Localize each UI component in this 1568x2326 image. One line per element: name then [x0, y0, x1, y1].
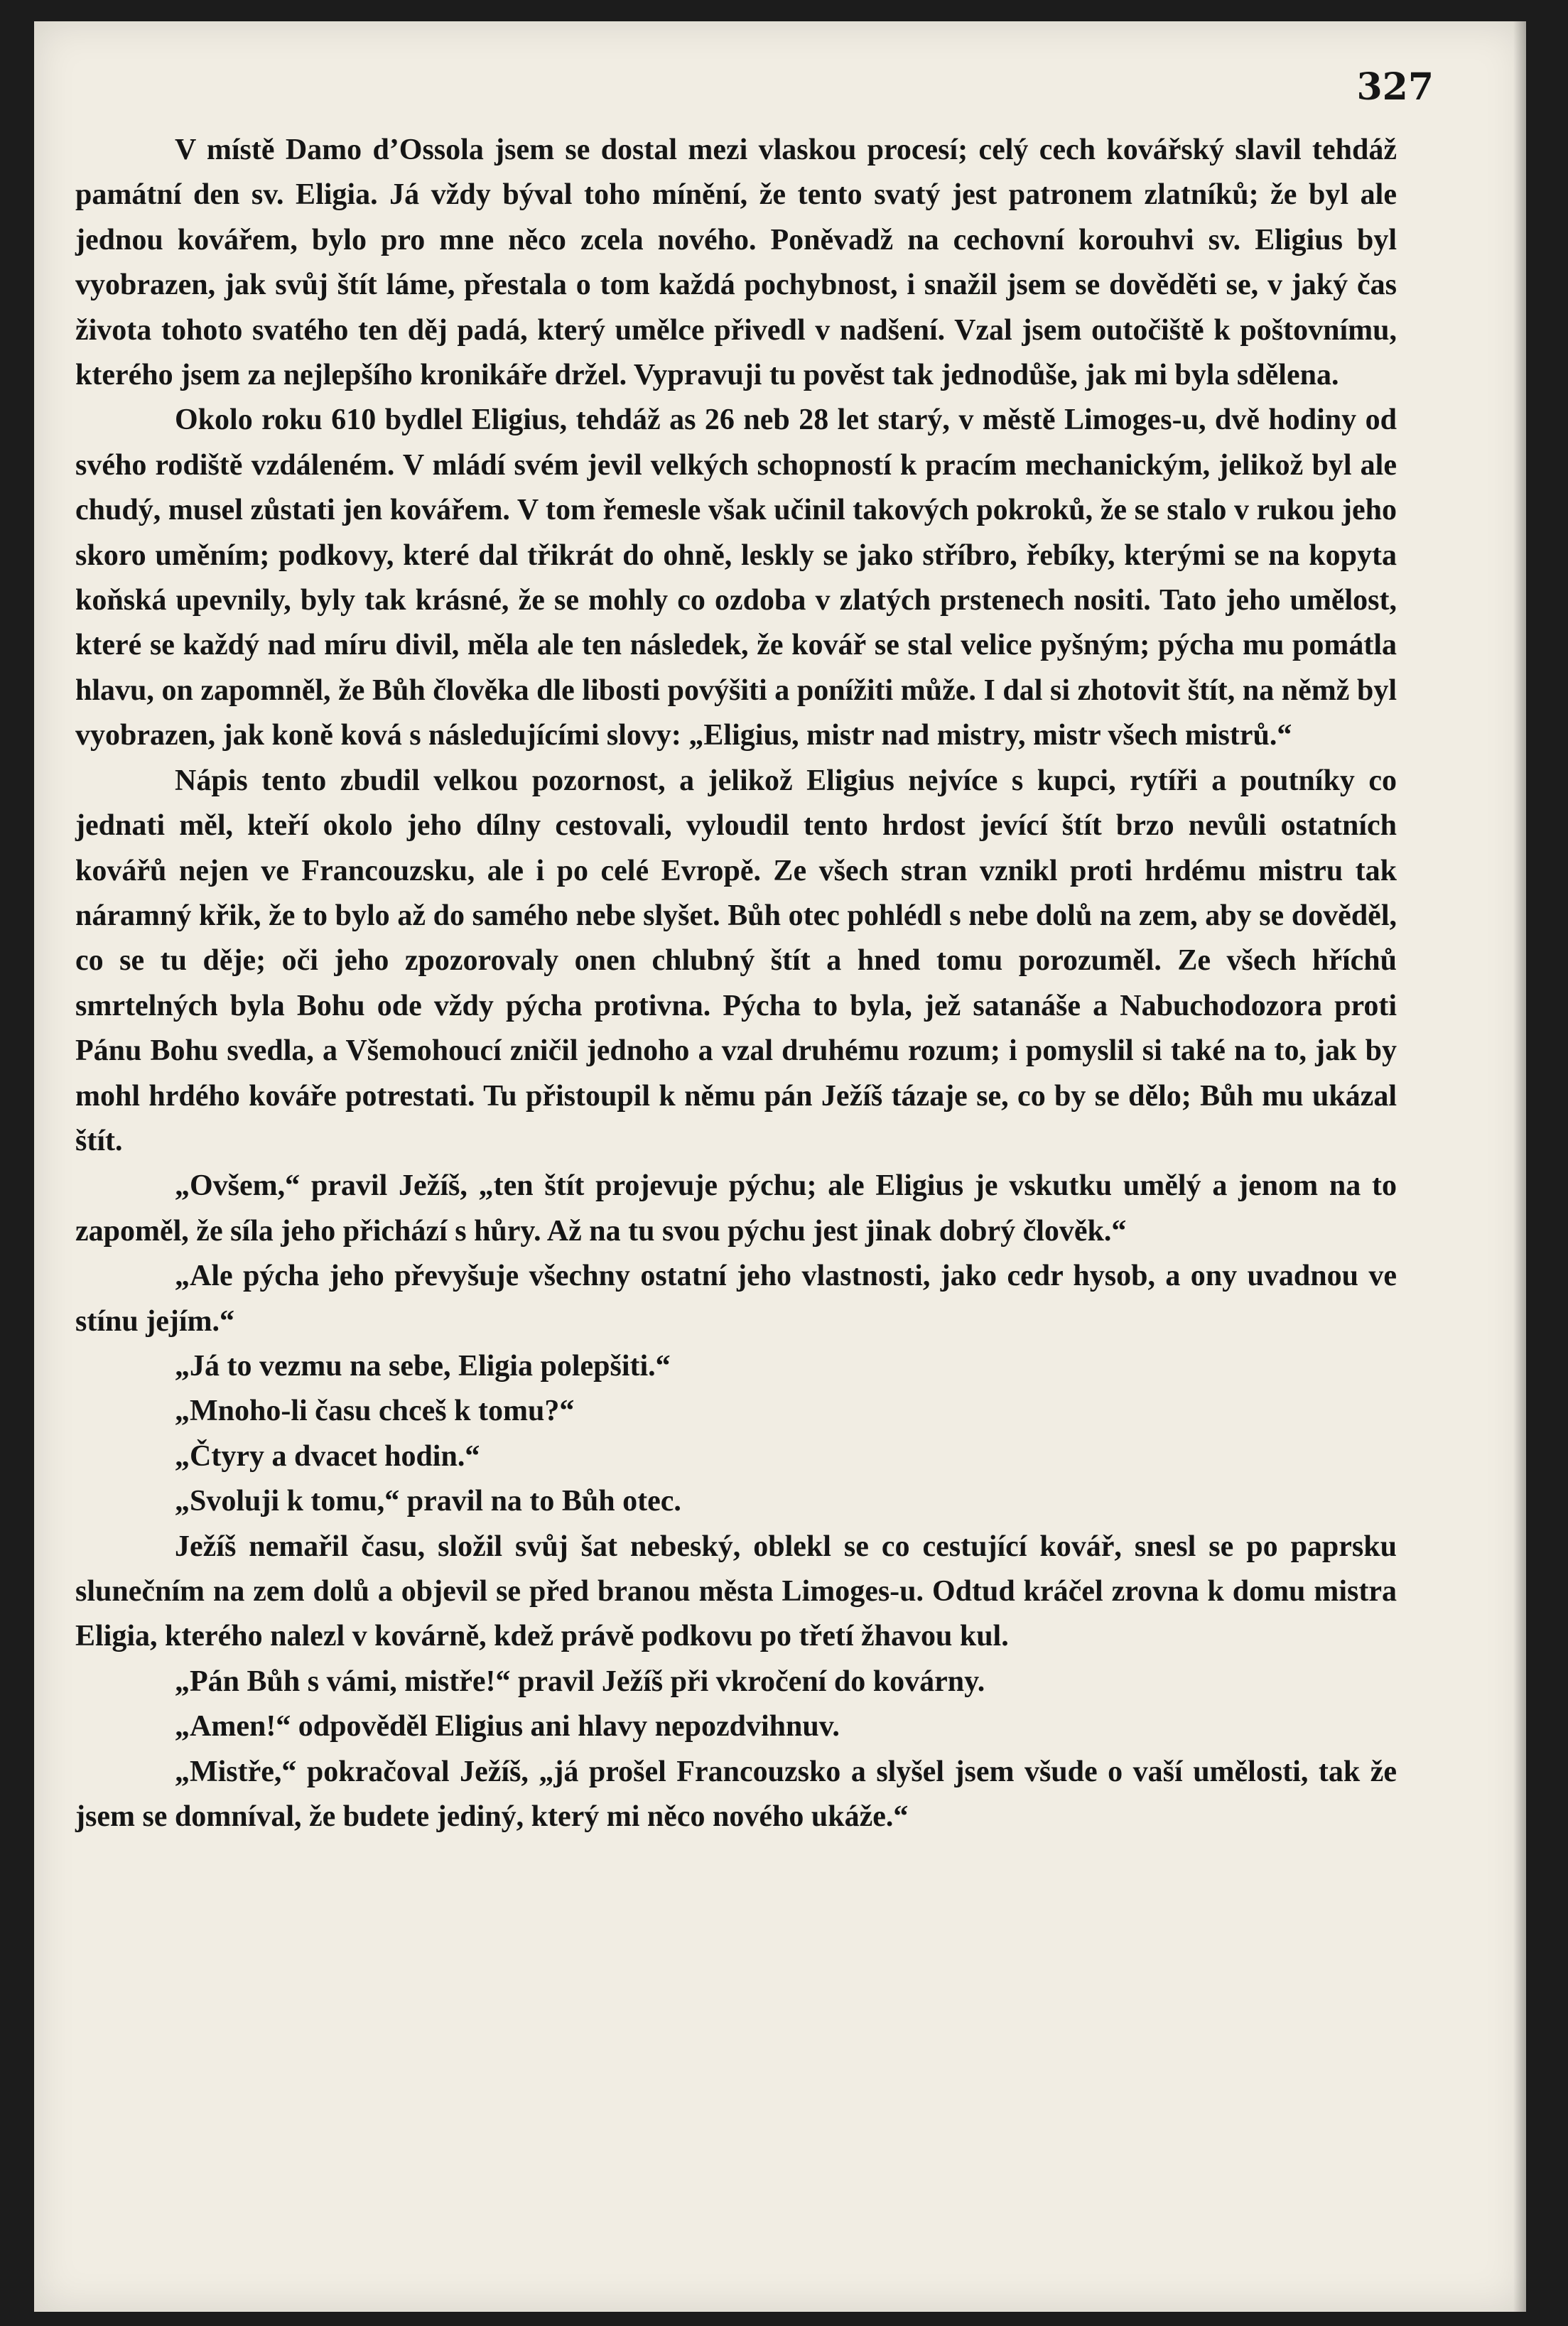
paragraph: „Mistře,“ pokračoval Ježíš, „já prošel Francouzsko a slyšel jsem všude o vaší umělosti, tak že jsem se domníval, že budete jediný, který mi něco nového ukáže.“: [75, 1755, 1397, 1834]
paragraph: „Ovšem,“ pravil Ježíš, „ten štít projevuje pýchu; ale Eligius je vskutku umělý a jenom na to zapoměl, že síla jeho přichází s hůry. Až na tu svou pýchu jest jinak dobrý člověk.“: [75, 1169, 1397, 1248]
book-page: [34, 21, 1526, 2312]
paragraph: „Amen!“ odpověděl Eligius ani hlavy nepozdvihnuv.: [175, 1710, 840, 1743]
paragraph: V místě Damo d’Ossola jsem se dostal mezi vlaskou procesí; celý cech kovářský slavil tehdáž památní den sv. Eligia. Já vždy býval toho mínění, že tento svatý jest patronem zlatníků; že byl ale jednou kovářem, bylo pro mne něco zcela nového. Poněvadž na cechovní korouhvi sv. Eligius byl vyobrazen, jak svůj štít láme, přestala o tom každá pochybnost, i snažil jsem se dověděti se, v jaký čas života tohoto svatého ten děj padá, který umělce přivedl v nadšení. Vzal jsem outočiště k poštovnímu, kterého jsem za nejlepšího kronikáře držel. Vypravuji tu pověst tak jednodůše, jak mi byla sdělena.: [75, 134, 1397, 392]
paragraph: „Svoluji k tomu,“ pravil na to Bůh otec.: [175, 1485, 681, 1518]
paragraph: „Já to vezmu na sebe, Eligia polepšiti.“: [175, 1349, 671, 1383]
paragraph: Nápis tento zbudil velkou pozornost, a jelikož Eligius nejvíce s kupci, rytíři a poutníky co jednati měl, kteří okolo jeho dílny cestovali, vyloudil tento hrdost jevící štít brzo nevůli ostatních kovářů nejen ve Francouzsku, ale i po celé Evropě. Ze všech stran vznikl proti hrdému mistru tak náramný křik, že to bylo až do samého nebe slyšet. Bůh otec pohlédl s nebe dolů na zem, aby se dověděl, co se tu děje; oči jeho zpozorovaly onen chlubný štít a hned tomu porozuměl. Ze všech hříchů smrtelných byla Bohu ode vždy pýcha protivna. Pýcha to byla, jež satanáše a Nabuchodozora proti Pánu Bohu svedla, a Všemohoucí zničil jednoho a vzal druhému rozum; i pomyslil si také na to, jak by mohl hrdého kováře potrestati. Tu přistoupil k němu pán Ježíš tázaje se, co by se dělo; Bůh mu ukázal štít.: [75, 764, 1397, 1157]
paragraph: „Čtyry a dvacet hodin.“: [175, 1439, 480, 1473]
page-number: 327: [1356, 65, 1434, 109]
paragraph: „Mnoho-li času chceš k tomu?“: [175, 1395, 575, 1428]
paragraph: „Ale pýcha jeho převyšuje všechny ostatní jeho vlastnosti, jako cedr hysob, a ony uvadnou ve stínu jejím.“: [75, 1260, 1397, 1338]
paragraph: Ježíš nemařil času, složil svůj šat nebeský, oblekl se co cestující kovář, snesl se po paprsku slunečním na zem dolů a objevil se před branou města Limoges-u. Odtud kráčel zrovna k domu mistra Eligia, kterého nalezl v kovárně, kdež právě podkovu po třetí žhavou kul.: [75, 1530, 1397, 1653]
page-edge-shadow: [1513, 21, 1526, 2312]
page-text: [75, 128, 1397, 1839]
paragraph: Okolo roku 610 bydlel Eligius, tehdáž as 26 neb 28 let starý, v městě Limoges-u, dvě hodiny od svého rodiště vzdáleném. V mládí svém jevil velkých schopností k pracím mechanickým, jelikož byl ale chudý, musel zůstati jen kovářem. V tom řemesle však učinil takových pokroků, že se stalo v rukou jeho skoro uměním; podkovy, které dal třikrát do ohně, leskly se jako stříbro, řebíky, kterými se na kopyta koňská upevnily, byly tak krásné, že se mohly co ozdoba v zlatých prstenech nositi. Tato jeho umělost, které se každý nad míru divil, měla ale ten následek, že kovář se stal velice pyšným; pýcha mu pomátla hlavu, on zapomněl, že Bůh člověka dle libosti povýšiti a ponížiti může. I dal si zhotovit štít, na němž byl vyobrazen, jak koně ková s následujícími slovy: „Eligius, mistr nad mistry, mistr všech mistrů.“: [75, 404, 1397, 752]
paragraph: „Pán Bůh s vámi, mistře!“ pravil Ježíš při vkročení do kovárny.: [175, 1665, 985, 1698]
